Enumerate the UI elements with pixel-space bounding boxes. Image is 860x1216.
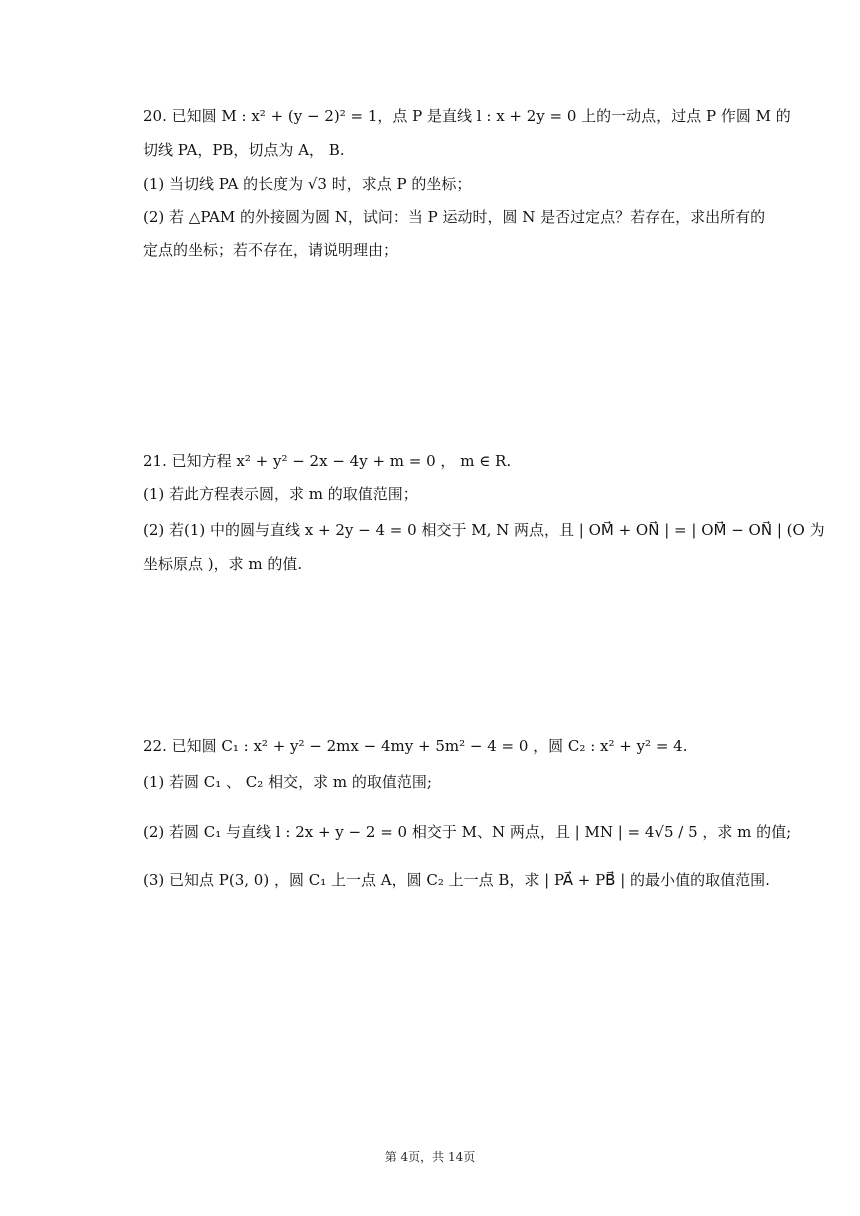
problem-22-part-1: (1) 若圆 C₁ 、 C₂ 相交，求 m 的取值范围; [143, 773, 432, 791]
problem-21-part-2: (2) 若(1) 中的圆与直线 x + 2y − 4 = 0 相交于 M, N 两点，且 | OM⃗ + ON⃗ | = | OM⃗ − ON⃗ | (O 为 [143, 521, 825, 539]
page-footer: 第 4页，共 14页 [384, 1150, 476, 1164]
problem-22-line-1: 22. 已知圆 C₁ : x² + y² − 2mx − 4my + 5m² − 4 = 0 ，圆 C₂ : x² + y² = 4. [143, 737, 688, 755]
problem-21-line-1: 21. 已知方程 x² + y² − 2x − 4y + m = 0 ， m ∈ R. [143, 452, 512, 470]
problem-20-part-1: (1) 当切线 PA 的长度为 √3 时，求点 P 的坐标； [143, 175, 472, 193]
problem-21-part-2-cont: 坐标原点 )，求 m 的值. [143, 555, 303, 573]
problem-20-part-2: (2) 若 △PAM 的外接圆为圆 N，试问：当 P 运动时，圆 N 是否过定点？若存在，求出所有的 [143, 208, 766, 226]
problem-20-line-1: 20. 已知圆 M : x² + (y − 2)² = 1，点 P 是直线 l : x + 2y = 0 上的一动点，过点 P 作圆 M 的 [143, 107, 791, 125]
problem-22-part-2: (2) 若圆 C₁ 与直线 l : 2x + y − 2 = 0 相交于 M、N 两点，且 | MN | = 4√5 / 5 ，求 m 的值; [143, 823, 792, 841]
problem-20-line-2: 切线 PA，PB，切点为 A， B. [143, 141, 345, 159]
problem-20-part-2-cont: 定点的坐标；若不存在，请说明理由； [143, 241, 399, 259]
problem-21-part-1: (1) 若此方程表示圆，求 m 的取值范围； [143, 485, 418, 503]
problem-22-part-3: (3) 已知点 P(3, 0) ，圆 C₁ 上一点 A，圆 C₂ 上一点 B，求 | PA⃗ + PB⃗ | 的最小值的取值范围. [143, 871, 770, 889]
